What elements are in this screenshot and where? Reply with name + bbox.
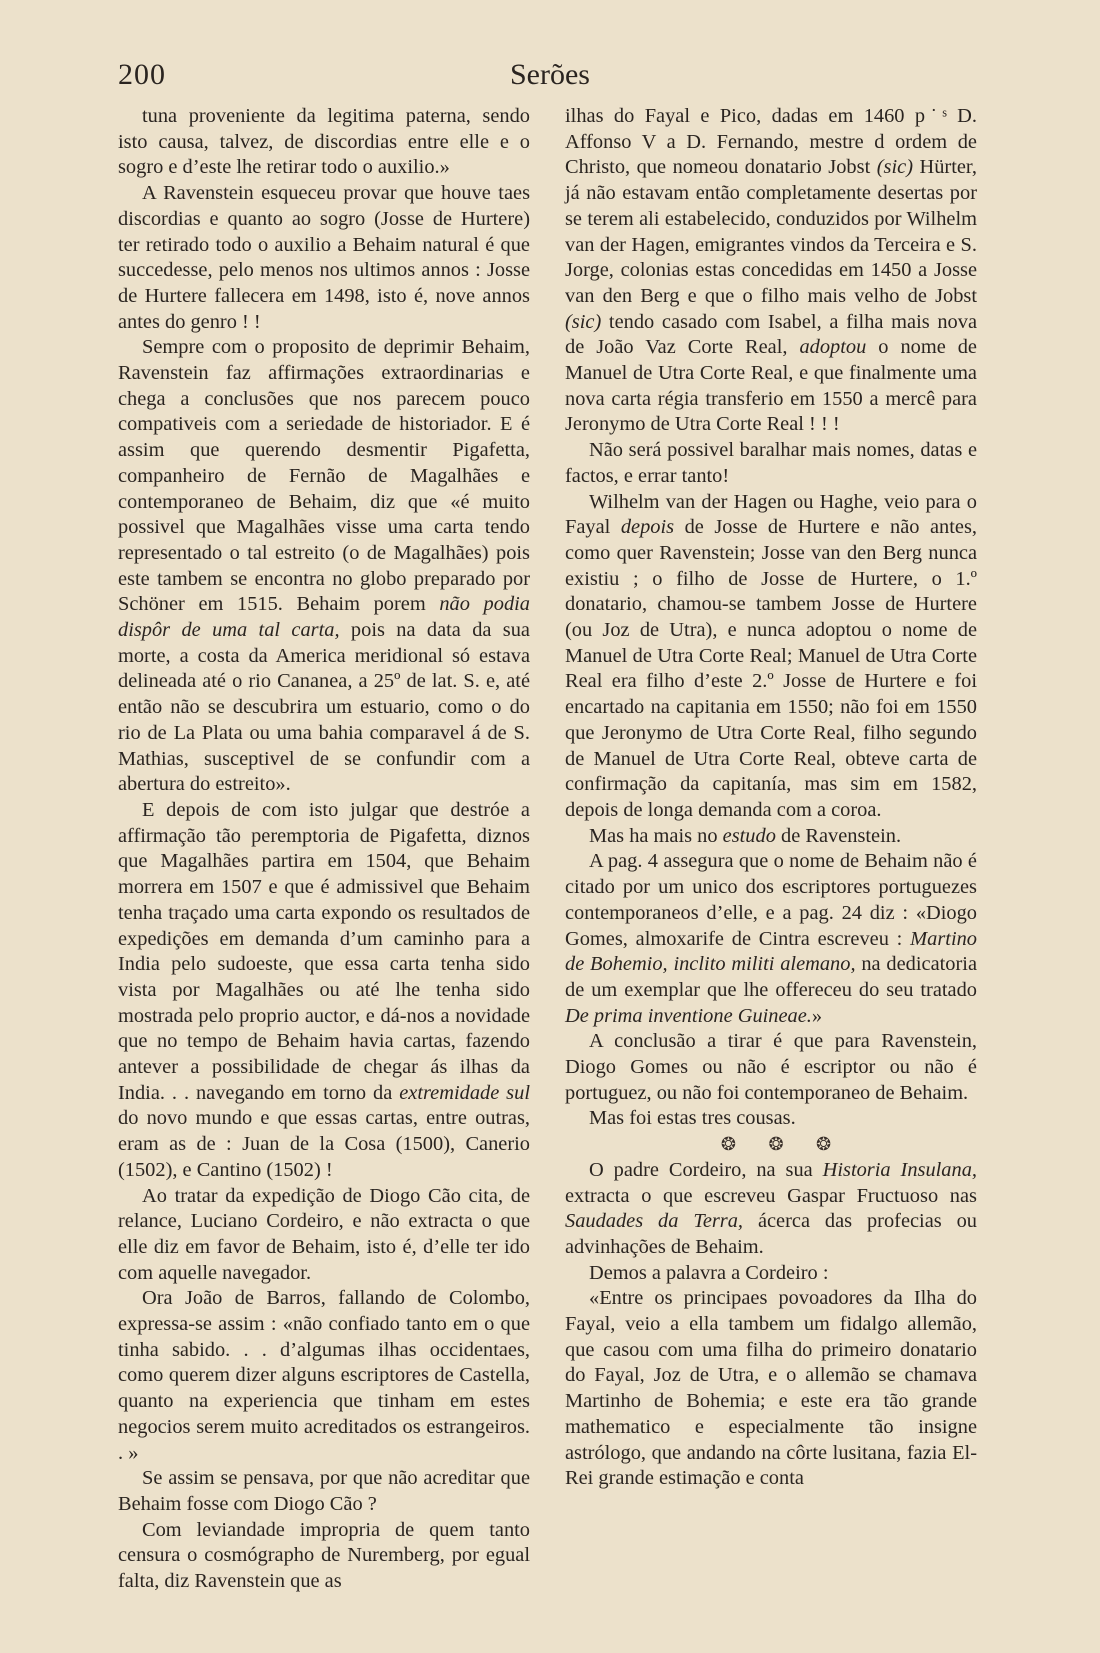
paragraph (118, 335, 530, 798)
text-run: » (811, 1004, 823, 1027)
paragraph (565, 1106, 977, 1132)
paragraph (118, 1466, 530, 1517)
text-run: O padre Cordeiro, na sua (589, 1158, 823, 1181)
text-run: Mas ha mais no (589, 824, 723, 847)
paragraph (565, 849, 977, 1029)
paragraph (118, 104, 530, 181)
text-run: A pag. 4 assegura que o nome de Behaim não é citado por um unico dos escriptores portuguezes contemporaneos d’elle, e a pag. 24 diz : «Diogo Gomes, almoxarife de Cintra escreveu : (565, 850, 977, 950)
paragraph (565, 824, 977, 850)
paragraph (565, 1029, 977, 1106)
paragraph (118, 798, 530, 1184)
text-run: o nome de Manuel de Utra Corte Real, e que finalmente uma nova carta régia transferio em 1550 a mercê para Jeronymo de Utra Corte Real ! ! ! (565, 336, 977, 436)
text-run: Não será possivel baralhar mais nomes, datas e factos, e errar tanto! (565, 439, 977, 487)
text-run: Sempre com o proposito de deprimir Behaim, Ravenstein faz affirmações extraordinarias e chega a conclusões que nos parecem pouco compativeis com a seriedade de historiador. E é assim que querendo desmentir Pigafetta, companheiro de Fernão de Magalhães e contemporaneo de Behaim, diz que «é muito possivel que Magalhães visse uma carta tendo representado o tal estreito (o de Magalhães) pois este tambem se encontra no globo preparado por Schöner em 1515. Behaim porem (118, 336, 530, 616)
page-number: 200 (118, 58, 166, 91)
paragraph (565, 1158, 977, 1261)
italic-text: extremidade sul (399, 1081, 530, 1104)
italic-text: adoptou (799, 336, 867, 359)
text-run: tendo casado com Isabel, a filha mais nova de João Vaz Corte Real, (565, 310, 977, 359)
text-run: «Entre os principaes povoadores da Ilha do Fayal, veio a ella tambem um fidalgo allemão, que casou com uma filha do primeiro donatario do Fayal, Joz de Utra, e o allemão se chamava Martinho de Bohemia; e este era tão grande mathematico e especialmente tão insigne astrólogo, que andando na côrte lusitana, fazia El-Rei grande estimação e conta (565, 1287, 977, 1490)
text-run: Com leviandade impropria de quem tanto censura o cosmógrapho de Nuremberg, por egual falta, diz Ravenstein que as (118, 1518, 530, 1593)
section-ornament (565, 1132, 977, 1158)
text-run: Hürter, já não estavam então completamente desertas por se terem ali estabelecido, conduzidos por Wilhelm van der Hagen, emigrantes vindos da Terceira e S. Jorge, colonias estas concedidas em 1450 a Josse van den Berg e que o filho mais velho de Jobst (565, 156, 977, 307)
text-run: Mas foi estas tres cousas. (589, 1107, 796, 1130)
text-run: A Ravenstein esqueceu provar que houve taes discordias e quanto ao sogro (Josse de Hurtere) ter retirado todo o auxilio a Behaim natural é que succedesse, pelo menos nos ultimos annos : Josse de Hurtere fallecera em 1498, isto é, nove annos antes do genro ! ! (118, 182, 530, 333)
italic-text: estudo (722, 824, 776, 847)
text-run: Demos a palavra a Cordeiro : (589, 1261, 829, 1284)
text-run: ilhas do Fayal e Pico, dadas em 1460 p˙ˢ D. Affonso V a D. Fernando, mestre d ordem de Christo, que nomeou donatario Jobst (565, 105, 977, 179)
italic-text: De prima inventione Guineae. (565, 1004, 812, 1027)
paragraph (118, 1286, 530, 1466)
paragraph (565, 1286, 977, 1492)
text-run: na dedicatoria de um exemplar que lhe offereceu do seu tratado (565, 953, 977, 1001)
running-title: Serões (510, 58, 590, 91)
text-run: Se assim se pensava, por que não acreditar que Behaim fosse com Diogo Cão ? (118, 1467, 530, 1515)
text-run: de Ravenstein. (775, 824, 902, 847)
text-run: Ora João de Barros, fallando de Colombo, expressa-se assim : «não confiado tanto em o que tinha sabido. . . d’algumas ilhas occidentaes, como querem dizer alguns escriptores de Castella, quanto na experiencia que tinham em estes negocios serem muito acreditados os estrangeiros. . » (118, 1287, 530, 1464)
text-run: ácerca das profecias ou advinhações de Behaim. (565, 1210, 977, 1258)
text-run: Wilhelm van der Hagen ou Haghe, veio para o Fayal (565, 490, 977, 539)
italic-text: Historia Insulana, (822, 1158, 977, 1181)
paragraph (118, 1518, 530, 1595)
text-run: ❂ ❂ ❂ (720, 1134, 846, 1155)
left-text-column (118, 104, 530, 1595)
italic-text: (sic) (565, 310, 602, 333)
text-run: pois na data da sua morte, a costa da America meridional só estava delineada até o rio Cananea, a 25º de lat. S. e, até então não se descubrira um estuario, como o do rio de La Plata ou uma bahia comparavel á de S. Mathias, susceptivel de se confundir com a abertura do estreito». (118, 619, 530, 796)
italic-text: não podia dispôr de uma tal carta, (118, 593, 530, 642)
text-run: de Josse de Hurtere e não antes, como quer Ravenstein; Josse van den Berg nunca existiu ; o filho de Josse de Hurtere, o 1.º donatario, chamou-se tambem Josse de Hurtere (ou Joz de Utra), e nunca adoptou o nome de Manuel de Utra Corte Real; Manuel de Utra Corte Real era filho d’este 2.º Josse de Hurtere e foi encartado na capitania em 1550; não foi em 1550 que Jeronymo de Utra Corte Real, filho segundo de Manuel de Utra Corte Real, obteve carta de confirmação da capitanía, mas sim em 1582, depois de longa demanda com a coroa. (565, 516, 977, 821)
text-run: E depois de com isto julgar que destróe a affirmação tão peremptoria de Pigafetta, diznos que Magalhães partira em 1504, que Behaim morrera em 1507 e que é admissivel que Behaim tenha traçado uma carta expondo os resultados de expedições em demanda d’um caminho para a India pelo sudoeste, que essa carta tenha sido vista por Magalhães ou até lhe tenha sido mostrada pelo proprio auctor, e dá-nos a novidade que no tempo de Behaim havia cartas, fazendo antever a possibilidade de chegar ás ilhas da India. . . navegando em torno da (118, 798, 530, 1104)
paragraph (565, 490, 977, 824)
text-run: do novo mundo e que essas cartas, entre outras, eram as de : Juan de la Cosa (1500), Canerio (1502), e Cantino (1502) ! (118, 1107, 530, 1181)
paragraph (565, 438, 977, 489)
italic-text: depois (620, 516, 675, 539)
italic-text: (sic) (876, 156, 913, 179)
text-run: A conclusão a tirar é que para Ravenstein, Diogo Gomes ou não é escriptor ou não é portuguez, ou não foi contemporaneo de Behaim. (565, 1030, 977, 1104)
paragraph (565, 104, 977, 438)
page-header (0, 58, 1100, 98)
text-run: extracta o que escreveu Gaspar Fructuoso nas (565, 1184, 977, 1207)
right-text-column (565, 104, 977, 1492)
text-run: tuna proveniente da legitima paterna, sendo isto causa, talvez, de discordias entre elle e o sogro e d’este lhe retirar todo o auxilio.» (118, 105, 530, 179)
italic-text: Martino de Bohemio, inclito militi alemano, (565, 927, 977, 976)
italic-text: Saudades da Terra, (565, 1210, 744, 1233)
paragraph (565, 1261, 977, 1287)
text-run: Ao tratar da expedição de Diogo Cão cita, de relance, Luciano Cordeiro, e não extracta o que elle diz em favor de Behaim, isto é, d’elle ter ido com aquelle navegador. (118, 1184, 530, 1284)
paragraph (118, 181, 530, 335)
paragraph (118, 1184, 530, 1287)
